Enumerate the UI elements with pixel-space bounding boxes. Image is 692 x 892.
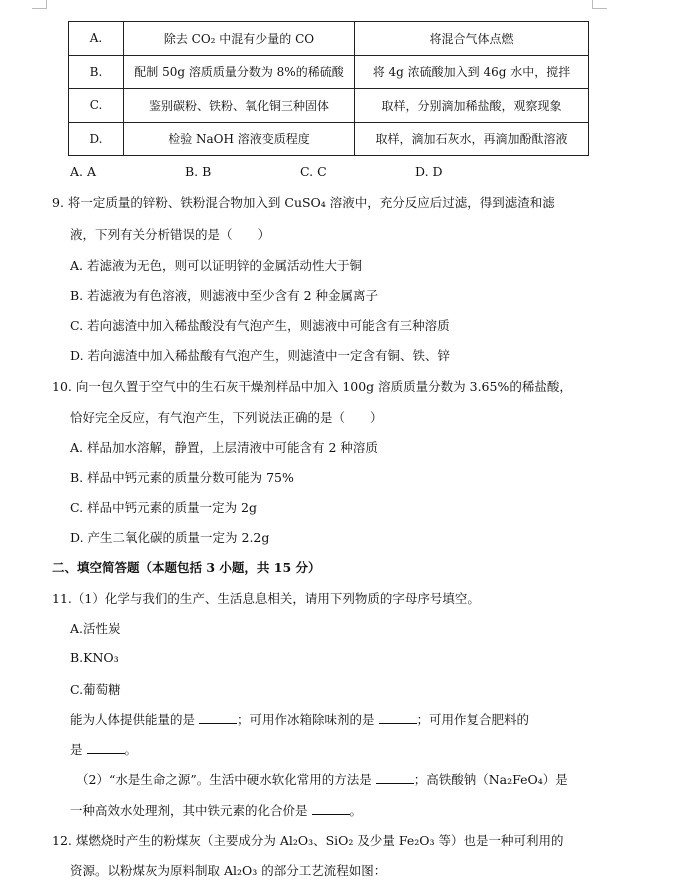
q11-part2-line1 <box>76 770 568 788</box>
table-cell-method: 取样，滴加石灰水，再滴加酚酞溶液 <box>355 122 589 156</box>
q11-option-b: B.KNO₃ <box>70 650 119 665</box>
text-segment: 是 <box>70 742 83 757</box>
table-cell-purpose: 配制 50g 溶质质量分数为 8%的稀硫酸 <box>124 55 355 89</box>
choice-a: A. A <box>70 164 97 179</box>
q12-stem-line2: 资源。以粉煤灰为原料制取 Al₂O₃ 的部分工艺流程如图： <box>70 863 387 878</box>
q10-option-a: A. 样品加水溶解，静置，上层清液中可能含有 2 种溶质 <box>70 440 378 455</box>
text-segment: ；可用作冰箱除味剂的是 <box>237 712 375 727</box>
text-segment: 一种高效水处理剂，其中铁元素的化合价是 <box>70 803 308 818</box>
q10-stem-line2: 恰好完全反应，有气泡产生，下列说法正确的是（ ） <box>70 410 383 425</box>
q9-stem-line2: 液，下列有关分析错误的是（ ） <box>70 227 271 242</box>
q9-option-b: B. 若滤液为有色溶液，则滤液中至少含有 2 种金属离子 <box>70 288 379 303</box>
table-cell-label: C. <box>69 89 124 123</box>
table-cell-method: 将 4g 浓硫酸加入到 46g 水中，搅拌 <box>355 55 589 89</box>
text-segment: （2）“水是生命之源”。生活中硬水软化常用的方法是 <box>76 772 372 787</box>
choice-c: C. C <box>300 164 327 179</box>
text-segment: 。 <box>124 742 138 757</box>
text-segment: 。 <box>349 803 363 818</box>
q10-option-d: D. 产生二氧化碳的质量一定为 2.2g <box>70 530 270 545</box>
q9-stem-line1: 9. 将一定质量的锌粉、铁粉混合物加入到 CuSO₄ 溶液中，充分反应后过滤，得到滤渣和滤 <box>52 195 555 210</box>
table-row <box>69 22 589 56</box>
text-segment: 能为人体提供能量的是 <box>70 712 196 727</box>
text-segment: ；可用作复合肥料的 <box>416 712 530 727</box>
table-row <box>69 122 589 156</box>
table-row <box>69 89 589 123</box>
choice-b: B. B <box>185 164 212 179</box>
choice-d: D. D <box>415 164 443 179</box>
q11-option-a: A.活性炭 <box>70 621 121 636</box>
q11-option-c: C.葡萄糖 <box>70 682 121 697</box>
section-heading: 二、填空简答题（本题包括 3 小题，共 15 分） <box>52 560 321 575</box>
q11-part1-line1 <box>70 710 529 728</box>
page-corner-mark-right <box>592 0 607 9</box>
q12-stem-line1: 12. 煤燃烧时产生的粉煤灰（主要成分为 Al₂O₃、SiO₂ 及少量 Fe₂O₃ 等）也是一种可利用的 <box>52 833 564 848</box>
answer-blank[interactable] <box>87 742 125 754</box>
table-row <box>69 55 589 89</box>
q10-option-b: B. 样品中钙元素的质量分数可能为 75% <box>70 470 294 485</box>
text-segment: ；高铁酸钠（Na₂FeO₄）是 <box>413 772 568 787</box>
table-cell-purpose: 检验 NaOH 溶液变质程度 <box>124 122 355 156</box>
table-cell-label: D. <box>69 122 124 156</box>
table-cell-label: A. <box>69 22 124 56</box>
q9-option-a: A. 若滤液为无色，则可以证明锌的金属活动性大于铜 <box>70 258 362 273</box>
table-cell-purpose: 鉴别碳粉、铁粉、氧化铜三种固体 <box>124 89 355 123</box>
table-cell-method: 将混合气体点燃 <box>355 22 589 56</box>
q10-option-c: C. 样品中钙元素的质量一定为 2g <box>70 500 257 515</box>
experiment-options-table <box>68 21 589 156</box>
answer-blank[interactable] <box>199 712 237 724</box>
q10-stem-line1: 10. 向一包久置于空气中的生石灰干燥剂样品中加入 100g 溶质质量分数为 3.65%的稀盐酸， <box>52 379 572 394</box>
answer-blank[interactable] <box>379 712 417 724</box>
q8-answer-choices <box>70 164 530 179</box>
q11-part1-line2 <box>70 740 137 758</box>
q9-option-c: C. 若向滤渣中加入稀盐酸没有气泡产生，则滤液中可能含有三种溶质 <box>70 318 450 333</box>
q11-stem: 11.（1）化学与我们的生产、生活息息相关，请用下列物质的字母序号填空。 <box>52 591 480 606</box>
q9-option-d: D. 若向滤渣中加入稀盐酸有气泡产生，则滤渣中一定含有铜、铁、锌 <box>70 348 451 363</box>
answer-blank[interactable] <box>312 803 350 815</box>
q11-part2-line2 <box>70 801 362 819</box>
page-corner-mark-left <box>32 0 47 9</box>
table-cell-label: B. <box>69 55 124 89</box>
table-cell-purpose: 除去 CO₂ 中混有少量的 CO <box>124 22 355 56</box>
answer-blank[interactable] <box>376 772 414 784</box>
table-cell-method: 取样，分别滴加稀盐酸，观察现象 <box>355 89 589 123</box>
